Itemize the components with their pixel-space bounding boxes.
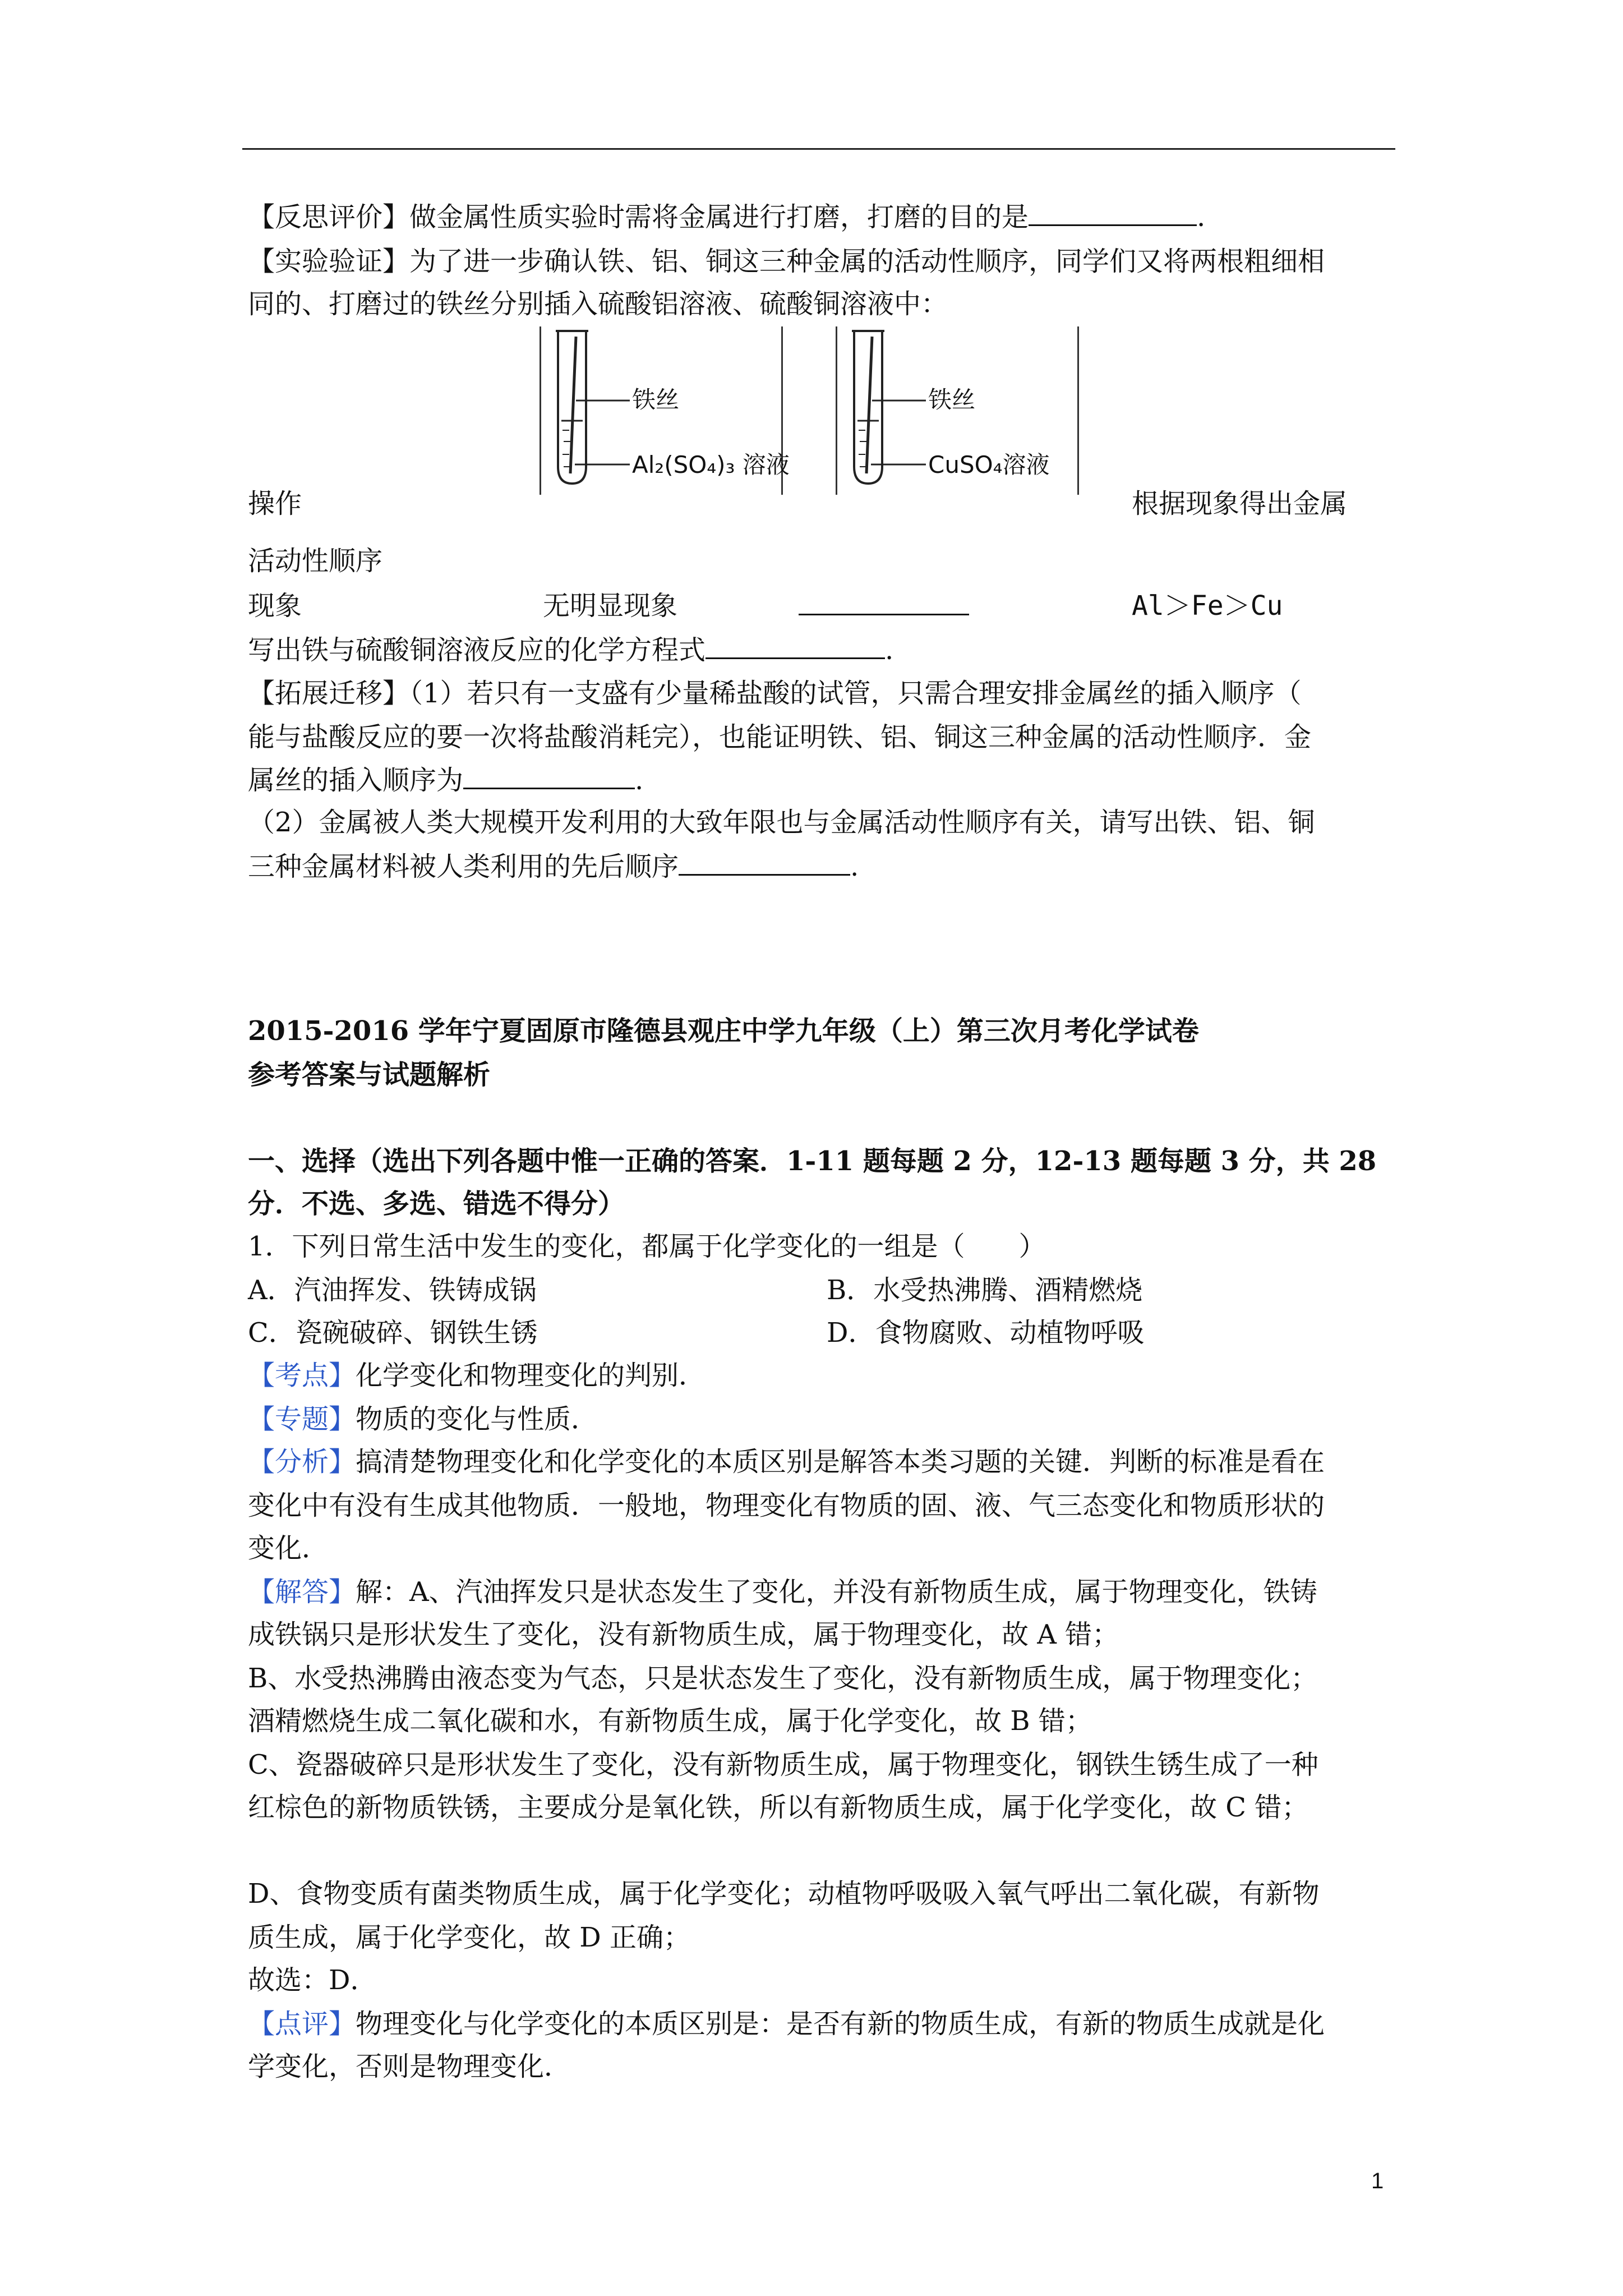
table-order: Al＞Fe＞Cu (1132, 590, 1283, 622)
dianping-tag: 【点评】 (248, 2008, 356, 2040)
jieda-tag: 【解答】 (248, 1576, 356, 1608)
expand-line-2: 能与盐酸反应的要一次将盐酸消耗完），也能证明铁、铝、铜这三种金属的活动性顺序．金 (248, 721, 1312, 753)
tube-1 (540, 326, 790, 495)
page-number: 1 (1371, 2169, 1384, 2193)
expand-line-3: 属丝的插入顺序为 . (248, 763, 643, 797)
answers-subtitle: 参考答案与试题解析 (248, 1059, 491, 1091)
q1-jieda-9: 故选：D． (248, 1964, 377, 1996)
expand-line-5: 三种金属材料被人类利用的先后顺序 . (248, 849, 859, 884)
q1-option-c: C．瓷碗破碎、钢铁生锈 (248, 1317, 538, 1349)
expand-line-1: 【拓展迁移】（1）若只有一支盛有少量稀盐酸的试管，只需合理安排金属丝的插入顺序（ (248, 678, 1302, 709)
table-conclusion-label: 根据现象得出金属 (1132, 488, 1348, 519)
tube-2-solution-label: CuSO₄溶液 (928, 451, 1050, 478)
q1-jieda-3: B、水受热沸腾由液态变为气态，只是状态发生了变化，没有新物质生成，属于物理变化； (248, 1663, 1318, 1694)
table-phen-1: 无明显现象 (543, 590, 678, 622)
section1-heading: 一、选择（选出下列各题中惟一正确的答案．1-11 题每题 2 分，12-13 题每题 3 分，共 28 (248, 1145, 1377, 1177)
reflect-line: 【反思评价】做金属性质实验时需将金属进行打磨，打磨的目的是 . (248, 200, 1205, 234)
q1-option-a: A．汽油挥发、铁铸成锅 (248, 1274, 537, 1306)
table-conclusion-label-cont: 活动性顺序 (248, 545, 383, 577)
equation-line: 写出铁与硫酸铜溶液反应的化学方程式 . (248, 633, 893, 667)
header-rule (242, 148, 1395, 150)
equation-blank[interactable] (706, 633, 885, 659)
verify-line-2: 同的、打磨过的铁丝分别插入硫酸铝溶液、硫酸铜溶液中： (248, 288, 948, 320)
tube-2 (836, 326, 1079, 495)
q1-fenxi-2: 变化中有没有生成其他物质．一般地，物理变化有物质的固、液、气三态变化和物质形状的 (248, 1490, 1325, 1521)
q1-zhuanti: 【专题】物质的变化与性质． (248, 1404, 598, 1435)
q1-jieda-2: 成铁锅只是形状发生了变化，没有新物质生成，属于物理变化，故 A 错； (248, 1619, 1119, 1650)
q1-option-b: B．水受热沸腾、酒精燃烧 (827, 1274, 1143, 1306)
q1-dianping-1: 【点评】物理变化与化学变化的本质区别是：是否有新的物质生成，有新的物质生成就是化 (248, 2008, 1325, 2040)
verify-line-1: 【实验验证】为了进一步确认铁、铝、铜这三种金属的活动性顺序，同学们又将两根粗细相 (248, 246, 1325, 277)
table-phen-label: 现象 (248, 590, 302, 622)
expand-line-4: （2）金属被人类大规模开发利用的大致年限也与金属活动性顺序有关，请写出铁、铝、铜 (248, 807, 1315, 838)
q1-dianping-2: 学变化，否则是物理变化． (248, 2051, 571, 2082)
reflect-blank[interactable] (1029, 200, 1197, 226)
expand-blank-1[interactable] (463, 763, 635, 789)
expand-blank-2[interactable] (679, 849, 850, 876)
tube-1-solution-label: Al₂(SO₄)₃ 溶液 (632, 451, 790, 478)
q1-jieda-5: C、瓷器破碎只是形状发生了变化，没有新物质生成，属于物理变化，钢铁生锈生成了一种 (248, 1749, 1318, 1780)
table-op-label: 操作 (248, 488, 302, 519)
answers-title: 2015-2016 学年宁夏固原市隆德县观庄中学九年级（上）第三次月考化学试卷 (248, 1015, 1199, 1047)
reflect-tag: 【反思评价】 (248, 201, 410, 233)
expand-tag: 【拓展迁移】 (248, 678, 410, 709)
verify-tag: 【实验验证】 (248, 246, 410, 277)
q1-fenxi-1: 【分析】搞清楚物理变化和化学变化的本质区别是解答本类习题的关键．判断的标准是看在 (248, 1446, 1325, 1478)
q1-jieda-4: 酒精燃烧生成二氧化碳和水，有新物质生成，属于化学变化，故 B 错； (248, 1705, 1092, 1737)
fenxi-tag: 【分析】 (248, 1446, 356, 1478)
q1-kaodian: 【考点】化学变化和物理变化的判别． (248, 1360, 706, 1391)
reflect-text: 做金属性质实验时需将金属进行打磨，打磨的目的是 (409, 201, 1029, 233)
q1-jieda-8: 质生成，属于化学变化，故 D 正确； (248, 1922, 691, 1953)
tube-1-wire-label: 铁丝 (632, 386, 680, 413)
q1-fenxi-3: 变化． (248, 1533, 329, 1564)
q1-option-d: D．食物腐败、动植物呼吸 (827, 1317, 1145, 1349)
tube-2-wire-label: 铁丝 (928, 386, 976, 413)
q1-jieda-6: 红棕色的新物质铁锈，主要成分是氧化铁，所以有新物质生成，属于化学变化，故 C 错； (248, 1792, 1309, 1823)
q1-jieda-1: 【解答】解：A、汽油挥发只是状态发生了变化，并没有新物质生成，属于物理变化，铁铸 (248, 1576, 1317, 1608)
section1-heading-cont: 分．不选、多选、错选不得分） (248, 1188, 625, 1220)
q1-jieda-7: D、食物变质有菌类物质生成，属于化学变化；动植物呼吸吸入氧气呼出二氧化碳，有新物 (248, 1878, 1320, 1910)
q1-stem: 1．下列日常生活中发生的变化，都属于化学变化的一组是（ ） (248, 1231, 1046, 1262)
table-phen-2-blank[interactable] (799, 589, 969, 623)
kaodian-tag: 【考点】 (248, 1360, 356, 1391)
zhuanti-tag: 【专题】 (248, 1404, 356, 1435)
